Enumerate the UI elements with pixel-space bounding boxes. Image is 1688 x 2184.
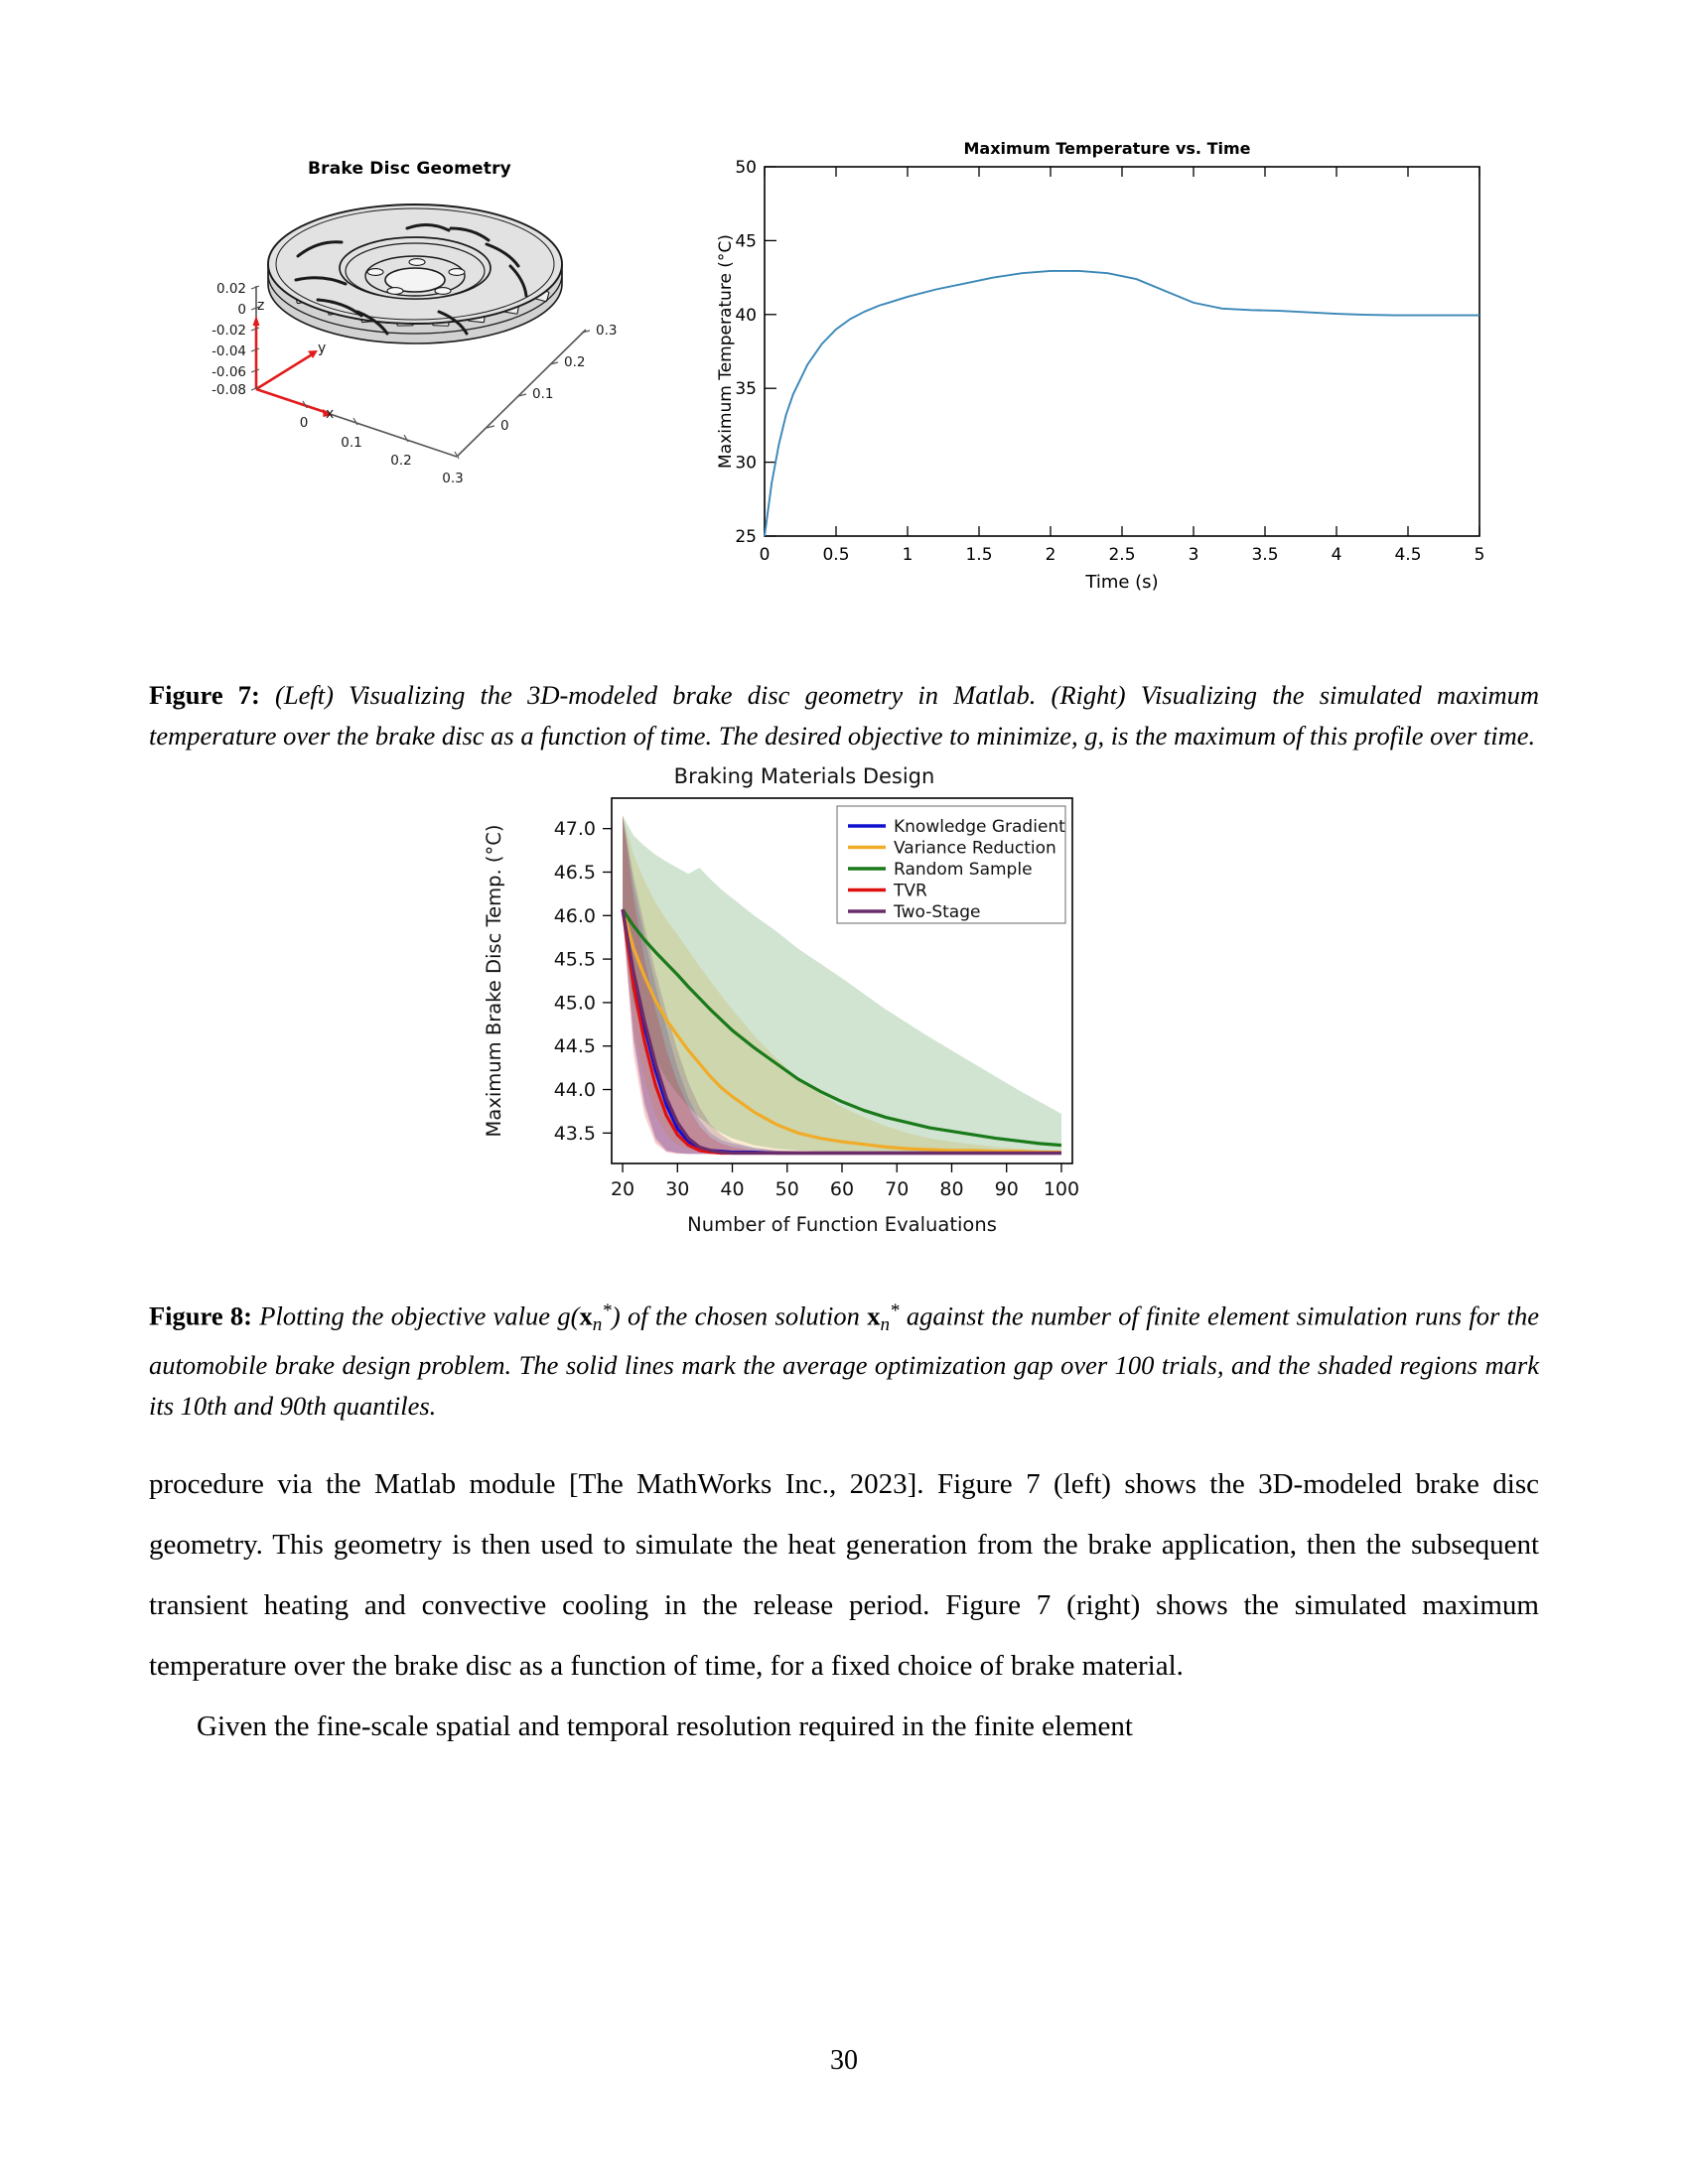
x-axis-title: Time (s) (1085, 572, 1159, 593)
y-axis-tick-labels (735, 158, 757, 547)
z-tick-label: -0.02 (211, 323, 246, 339)
legend-label: Knowledge Gradient (894, 817, 1065, 837)
x-tick-label: 1 (902, 545, 914, 565)
x-axis-ticks (623, 1163, 1061, 1172)
x-tick-label: 0.2 (390, 453, 412, 469)
x-tick-label: 0.3 (442, 471, 464, 486)
x-tick-label: 20 (610, 1178, 635, 1200)
x-tick-label: 70 (885, 1178, 910, 1200)
figure-8-caption-label: Figure 8: (149, 1300, 252, 1331)
x-tick-label: 4.5 (1394, 545, 1422, 565)
figure-7-caption-text: (Left) Visualizing the 3D-modeled brake disc geometry in Matlab. (Right) Visualizing the simulated maximum temperature over the brake disc as a function of time. The desired objective to minimize, g, is the maximum of this profile over time. (149, 680, 1539, 751)
braking-materials-design-chart (437, 764, 1172, 1281)
braking-materials-chart-title: Braking Materials Design (673, 764, 935, 788)
x-axis-tick-labels (611, 1178, 1079, 1200)
y-tick-label: 0.1 (532, 386, 554, 402)
body-paragraph-1: procedure via the Matlab module [The MathWorks Inc., 2023]. Figure 7 (left) shows the 3D-modeled brake disc geometry. This geometry is then used to simulate the heat generation from the brake application, then the subsequent transient heating and convective cooling in the release period. Figure 7 (right) shows the simulated maximum temperature over the brake disc as a function of time, for a fixed choice of brake material. (149, 1468, 1539, 1682)
figure-7-caption-label: Figure 7: (149, 680, 260, 710)
x-axis-tick-labels (760, 545, 1485, 565)
axis-triad-arrows (256, 321, 328, 413)
y-axis-label: y (318, 341, 327, 356)
x-tick-label: 0.5 (822, 545, 850, 565)
body-text (149, 1454, 1539, 1757)
figure-7-caption (149, 675, 1539, 756)
x-tick-label: 50 (774, 1178, 799, 1200)
figure-7 (149, 139, 1539, 635)
body-paragraph-2: Given the fine-scale spatial and temporal resolution required in the finite element (197, 1710, 1133, 1742)
brake-disc-3d-plot (169, 139, 725, 615)
x-tick-label: 0 (759, 545, 771, 565)
y-tick-label: 43.5 (553, 1122, 596, 1145)
x-tick-label: 0 (299, 415, 309, 431)
brake-disc-geometry-title: Brake Disc Geometry (308, 159, 511, 179)
z-tick-label: 0.02 (215, 281, 246, 297)
x-tick-label: 60 (829, 1178, 855, 1200)
y-tick-label: 45.5 (553, 948, 596, 971)
max-temperature-vs-time-chart (705, 139, 1509, 615)
figure-8 (437, 764, 1172, 1281)
z-axis-label: z (257, 298, 265, 314)
brake-disc-body (268, 205, 562, 343)
z-tick-label: -0.04 (211, 343, 246, 359)
x-tick-label: 30 (665, 1178, 690, 1200)
x-tick-label: 0.1 (341, 435, 362, 451)
legend-label: TVR (894, 881, 927, 901)
x-axis-label: x (326, 406, 335, 422)
x-tick-label: 100 (1043, 1178, 1080, 1200)
y-tick-label: 44.0 (553, 1079, 596, 1102)
x-tick-label: 2 (1045, 545, 1056, 565)
chart-legend (837, 806, 1065, 923)
figure-8-symbol-sup: * (602, 1300, 612, 1321)
x-tick-label: 2.5 (1108, 545, 1136, 565)
figure-8-symbol-x2: x (867, 1300, 881, 1331)
x-tick-label: 3.5 (1251, 545, 1279, 565)
x-tick-label: 4 (1331, 545, 1342, 565)
y-tick-label: 44.5 (553, 1035, 596, 1058)
y-axis-ticks (603, 829, 612, 1134)
figure-8-symbol-sup2: * (890, 1300, 900, 1321)
legend-label: Two-Stage (894, 902, 981, 922)
figure-8-caption-text-a: Plotting the objective value g( (251, 1300, 580, 1331)
y-tick-label: 46.0 (553, 904, 596, 927)
x-axis-title: Number of Function Evaluations (687, 1213, 997, 1236)
plot-frame (765, 167, 1479, 536)
x-tick-label: 90 (994, 1178, 1019, 1200)
z-tick-label: -0.06 (211, 364, 246, 380)
z-axis-tick-labels (211, 281, 246, 398)
x-tick-label: 40 (720, 1178, 745, 1200)
y-tick-label: 45.0 (553, 992, 596, 1015)
y-tick-label: 0 (500, 418, 509, 434)
max-temperature-chart-panel (705, 139, 1509, 615)
y-tick-label: 30 (735, 453, 757, 474)
y-tick-label: 40 (735, 305, 757, 326)
legend-label: Random Sample (894, 860, 1033, 880)
x-tick-label: 3 (1188, 545, 1199, 565)
figure-8-symbol-sub: n (592, 1313, 603, 1335)
y-tick-label: 47.0 (553, 818, 596, 841)
y-tick-label: 50 (735, 158, 757, 178)
figure-8-caption (149, 1291, 1539, 1427)
y-tick-label: 25 (735, 527, 757, 547)
y-tick-label: 35 (735, 379, 757, 400)
page-number: 30 (830, 2045, 858, 2076)
figure-8-symbol-x: x (579, 1300, 593, 1331)
y-tick-label: 45 (735, 231, 757, 252)
figure-8-symbol-sub2: n (880, 1313, 891, 1335)
y-tick-label: 0.3 (596, 323, 618, 339)
z-tick-label: 0 (237, 302, 246, 318)
figure-8-caption-text-c: against the number of finite element simulation runs for the automobile brake design problem. The solid lines mark the average optimization gap over 100 trials, and the shaded regions mark its 10th and 90th quantiles. (149, 1300, 1539, 1421)
figure-8-caption-text-b: ) of the chosen solution (611, 1300, 868, 1331)
max-temperature-chart-title: Maximum Temperature vs. Time (963, 139, 1251, 158)
x-tick-label: 80 (939, 1178, 964, 1200)
y-tick-label: 0.2 (564, 354, 586, 370)
x-tick-label: 1.5 (965, 545, 993, 565)
z-tick-label: -0.08 (211, 382, 246, 398)
y-axis-title: Maximum Temperature (°C) (716, 234, 736, 469)
brake-disc-geometry-panel (169, 139, 725, 615)
y-axis-tick-labels (554, 818, 596, 1145)
y-tick-label: 46.5 (553, 861, 596, 884)
legend-label: Variance Reduction (894, 838, 1056, 859)
y-axis-title: Maximum Brake Disc Temp. (°C) (483, 824, 505, 1138)
y-axis-tick-labels (500, 323, 617, 434)
x-tick-label: 5 (1474, 545, 1485, 565)
y-axis-ticks (487, 331, 590, 428)
